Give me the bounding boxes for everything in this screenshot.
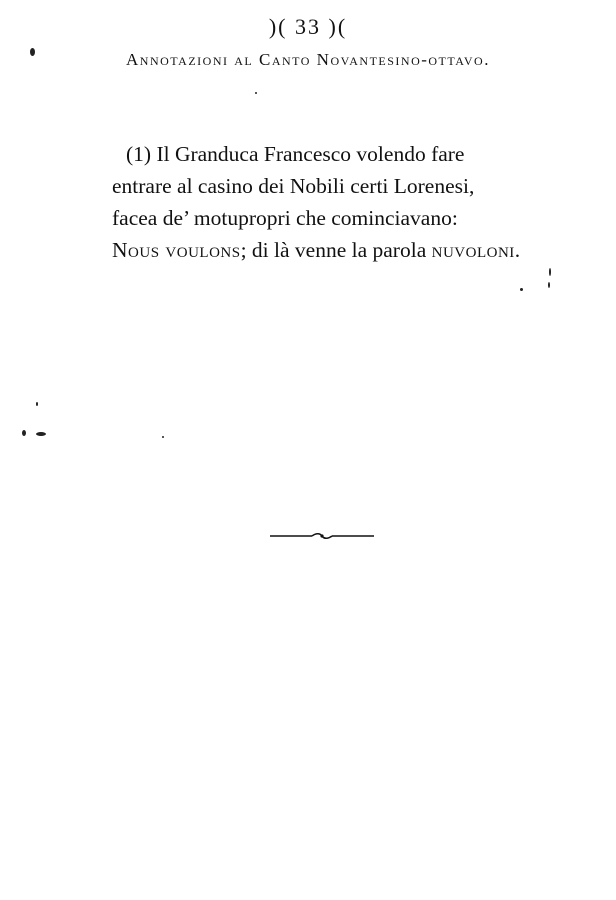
note-line-3: facea de’ motupropri che cominciavano: [112,206,458,230]
page-number: )( 33 )( [268,14,348,39]
ink-speck [22,430,26,436]
end-ornament [270,528,374,542]
footnote-block [112,138,552,266]
ink-speck [520,288,523,291]
note-line-2: entrare al casino dei Nobili certi Lorenesi, [112,174,475,198]
ink-speck [162,436,164,438]
ink-speck [36,402,38,406]
note-line-4-middle: ; di là venne la parola [240,238,432,262]
ink-speck [549,268,551,276]
ink-speck [255,92,257,94]
note-line-1: (1) Il Granduca Francesco volendo fare [126,142,465,166]
note-line-4 [112,234,552,266]
note-line-4-end: . [514,238,521,262]
ink-speck [36,432,46,436]
ink-speck [30,48,35,56]
quoted-word: nuvoloni [431,238,515,262]
quoted-phrase: Nous voulons [112,238,241,262]
running-head: Annotazioni al Canto Novantesino-ottavo. [126,50,490,69]
ink-speck [548,282,550,288]
